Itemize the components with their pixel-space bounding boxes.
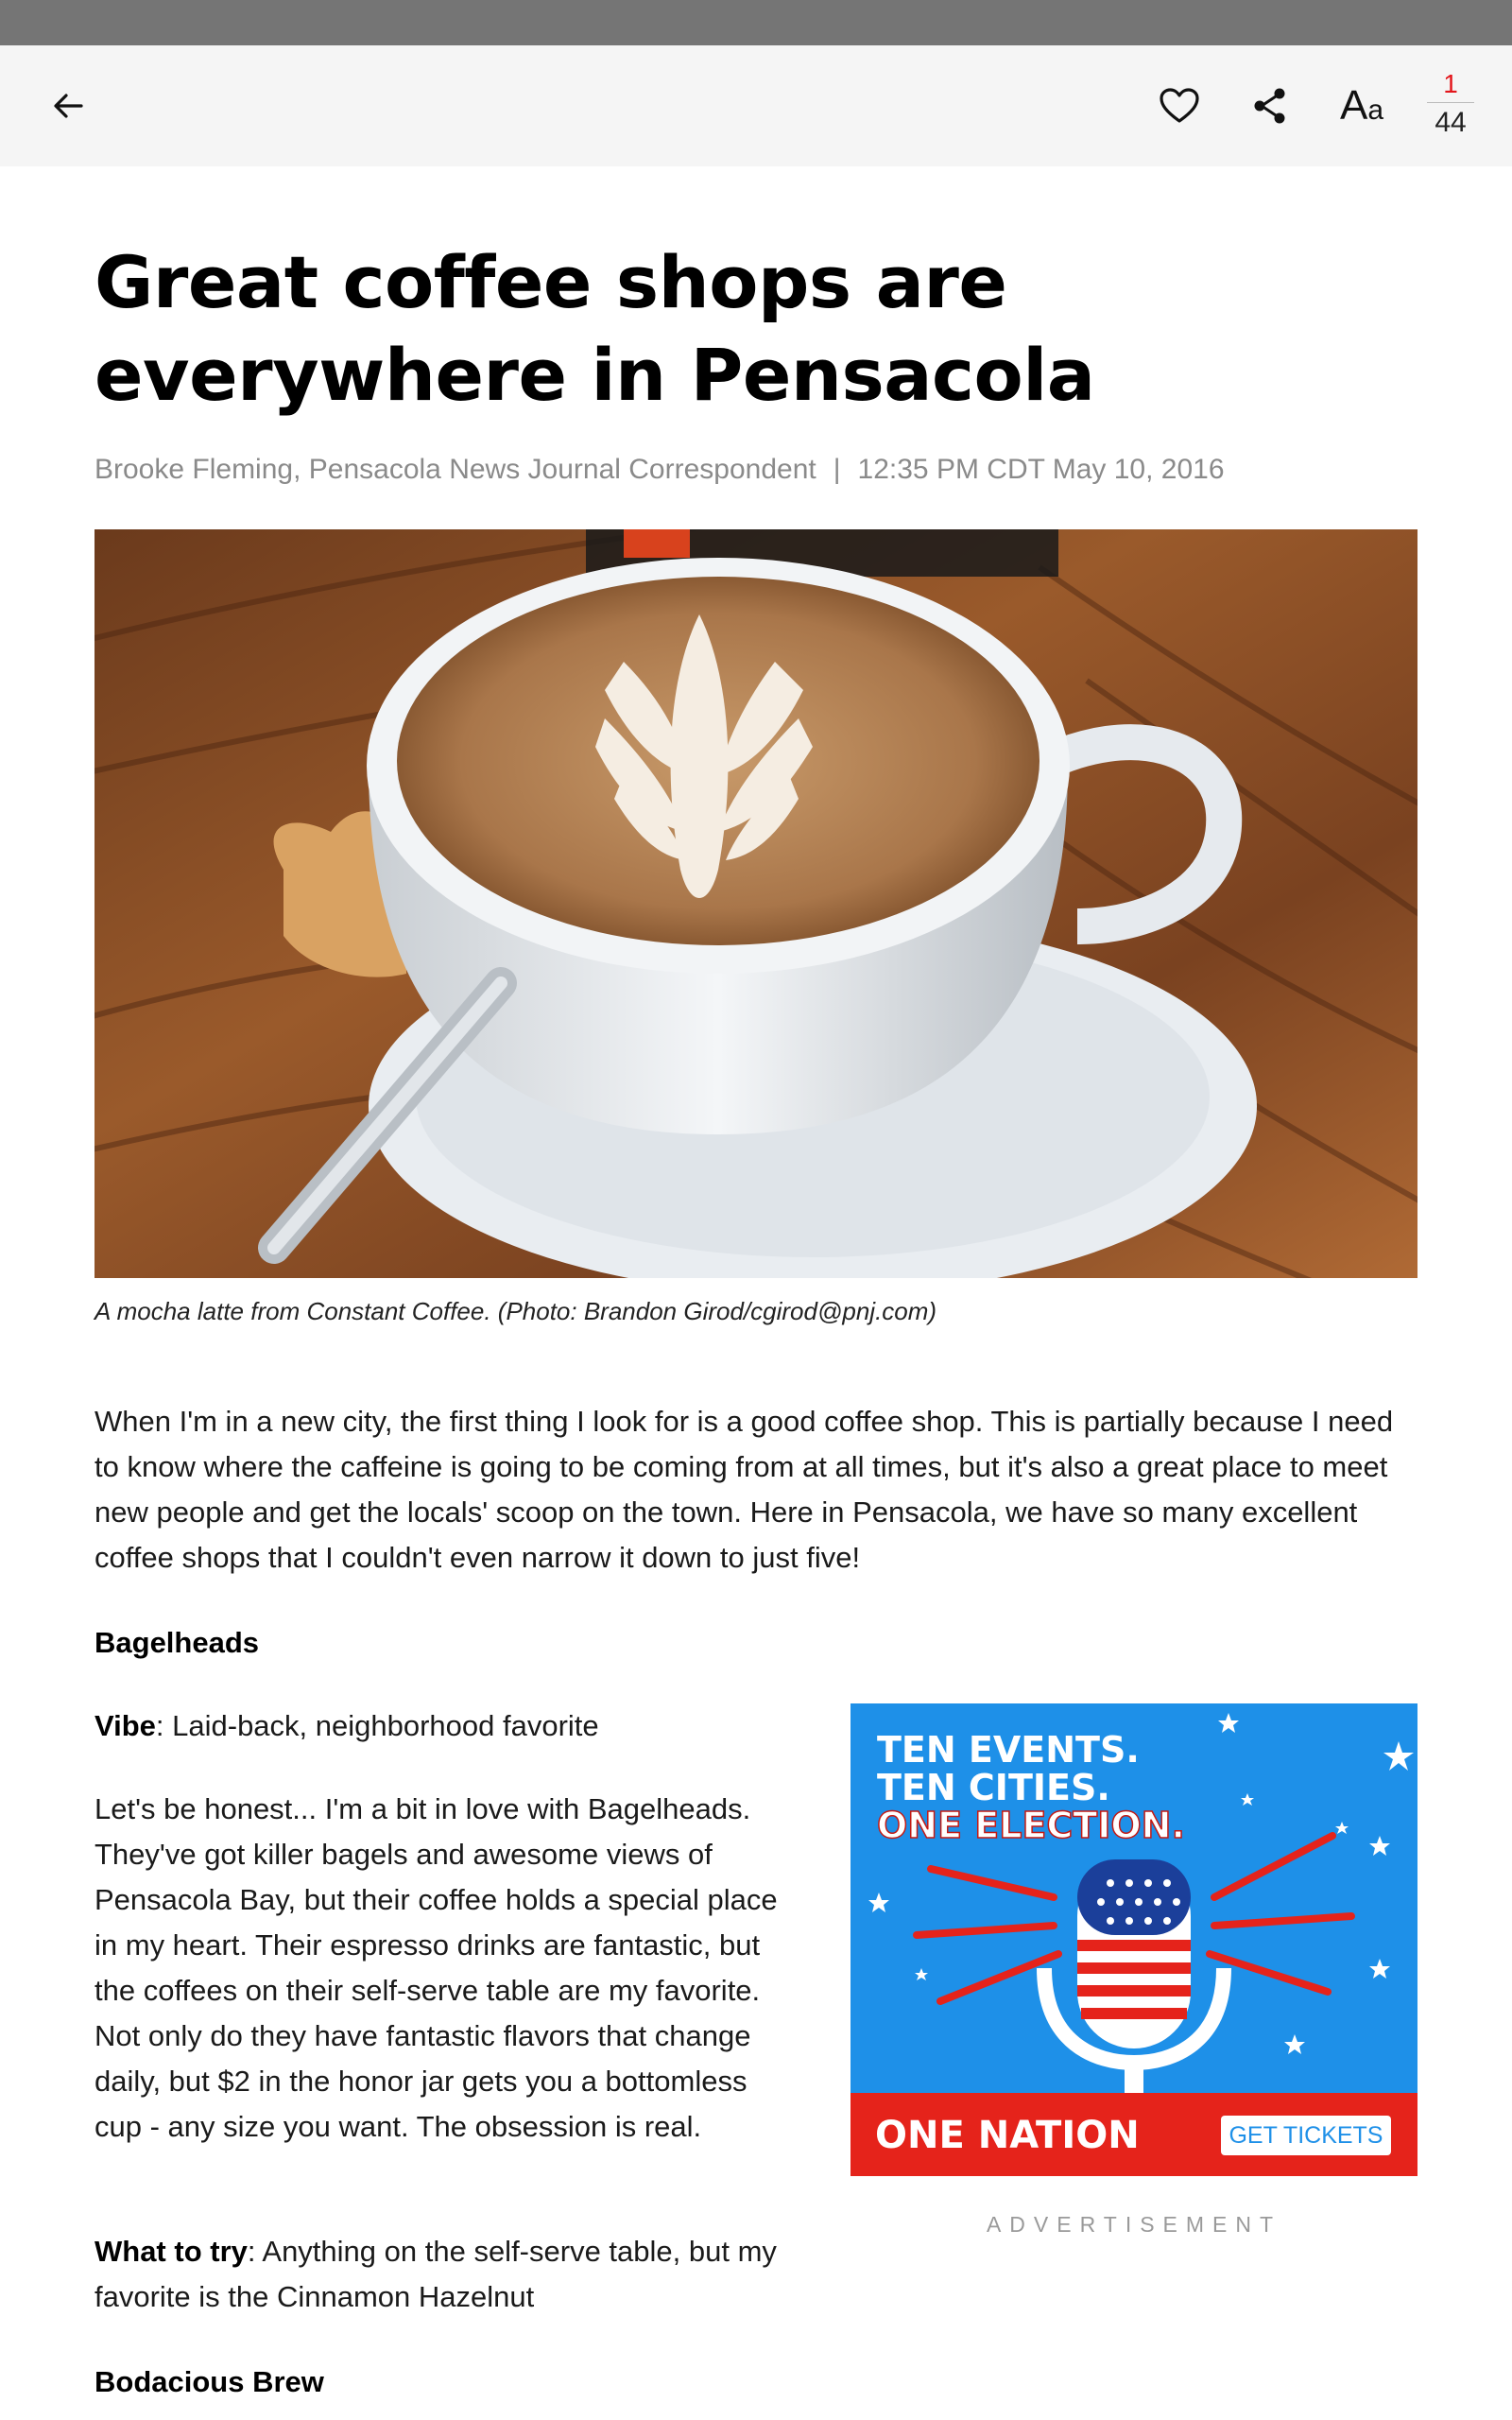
advertisement-label: ADVERTISEMENT xyxy=(986,2212,1282,2237)
ad-line-3: ONE ELECTION. xyxy=(877,1805,1185,1846)
ad-cta-text: GET TICKETS xyxy=(1228,2122,1383,2149)
publish-timestamp: 12:35 PM CDT May 10, 2016 xyxy=(857,454,1225,485)
bagelheads-body: Let's be honest... I'm a bit in love with Bagelheads. They've got killer bagels and awesome views of Pensacola Bay, but their coffee holds a special place in my heart. Their espresso drinks are fantastic, but the coffees on their self-serve table are my favorite. Not only do they have fantastic flavors that change daily, but $2 in the honor jar gets you a bottomless cup - any size you want. The obsession is real. xyxy=(94,1792,778,2143)
page-counter xyxy=(1423,68,1478,144)
ad-brand: ONE NATION xyxy=(875,2114,1140,2157)
article-intro: When I'm in a new city, the first thing I look for is a good coffee shop. This is partially because I need to know where the caffeine is going to be coming from at all times, but it's also a great place to meet new people and get the locals' scoop on the town. Here in Pensacola, we have so many excellent coffee shops that I couldn't even narrow it down to just five! xyxy=(94,1405,1394,1574)
byline-separator: | xyxy=(833,454,841,485)
what-to-try-line xyxy=(94,2229,813,2320)
try-label: What to try xyxy=(94,2235,248,2268)
ad-line-1: TEN EVENTS. xyxy=(877,1729,1140,1771)
photo-caption: A mocha latte from Constant Coffee. (Photo: Brandon Girod/cgirod@pnj.com) xyxy=(94,1297,937,1325)
page-counter-divider xyxy=(1427,102,1474,103)
ad-line-2: TEN CITIES. xyxy=(877,1767,1110,1808)
page-current: 1 xyxy=(1443,69,1458,98)
page-total: 44 xyxy=(1435,107,1467,138)
advertisement-banner[interactable] xyxy=(850,1703,1418,2176)
hero-photo[interactable] xyxy=(94,529,1418,1278)
section-heading-bagelheads: Bagelheads xyxy=(94,1626,260,1659)
status-bar xyxy=(0,0,1512,45)
share-icon xyxy=(1251,87,1289,125)
latte-photo xyxy=(94,529,1418,1278)
author-name: Brooke Fleming, Pensacola News Journal Correspondent xyxy=(94,454,816,485)
article-byline xyxy=(94,454,1418,486)
arrow-left-icon xyxy=(49,87,87,125)
ad-creative xyxy=(850,1703,1418,2176)
vibe-line xyxy=(94,1703,794,1749)
app-bar xyxy=(0,45,1512,166)
heart-icon xyxy=(1159,87,1200,125)
text-size-button[interactable] xyxy=(1323,45,1400,166)
vibe-label: Vibe xyxy=(94,1709,156,1742)
back-button[interactable] xyxy=(28,45,108,166)
article-headline: Great coffee shops are everywhere in Pensacola xyxy=(94,240,1095,417)
share-button[interactable] xyxy=(1234,45,1306,166)
text-size-icon: Aa xyxy=(1339,82,1384,129)
try-text: : Anything on the self-serve table, but my favorite is the Cinnamon Hazelnut xyxy=(94,2235,777,2313)
section-heading-bodacious-brew: Bodacious Brew xyxy=(94,2365,324,2398)
favorite-button[interactable] xyxy=(1143,45,1215,166)
vibe-text: : Laid-back, neighborhood favorite xyxy=(155,1709,599,1742)
